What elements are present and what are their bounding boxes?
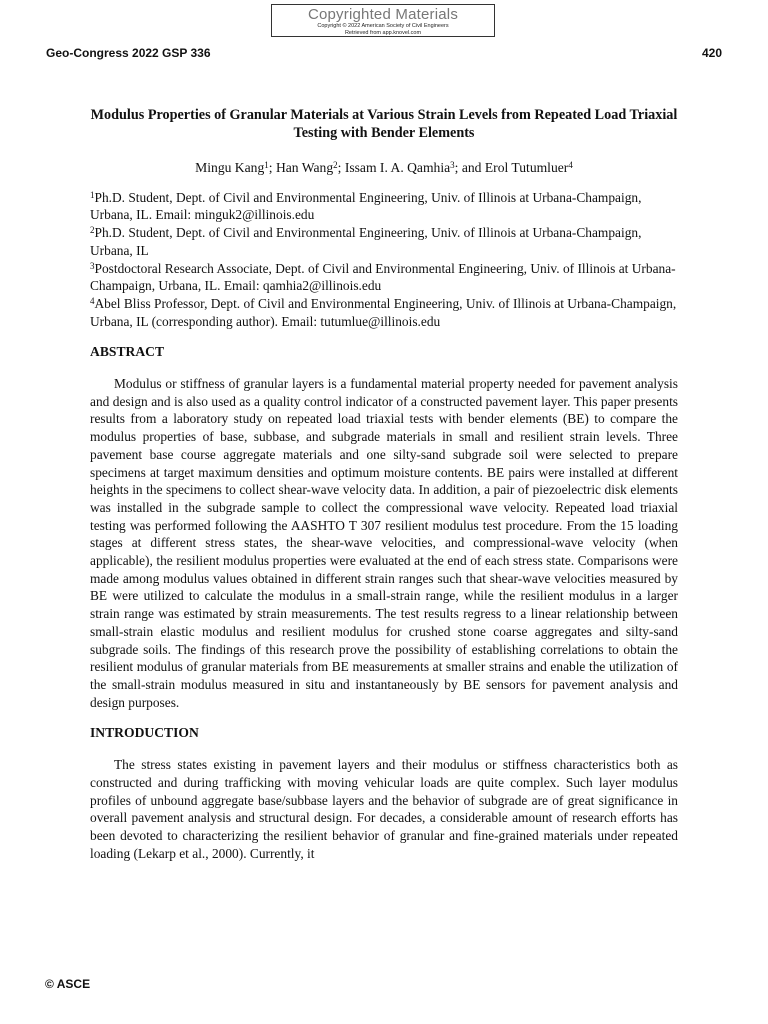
affiliation-list [90,189,678,331]
page-number: 420 [701,46,722,60]
abstract-heading: ABSTRACT [90,344,165,360]
author-name: Han Wang [275,160,334,175]
author-sup: 4 [568,160,573,170]
affiliation [90,224,678,259]
author-sup: 1 [264,160,269,170]
affiliation-sup: 3 [90,260,95,271]
affiliation [90,260,678,295]
affiliation-sup: 2 [90,225,95,236]
author-sup: 3 [450,160,455,170]
author-separator: ; and [454,160,485,175]
affiliation [90,189,678,224]
affiliation-sup: 4 [90,295,95,306]
author-separator: ; [337,160,345,175]
abstract-text: Modulus or stiffness of granular layers is a fundamental material property needed for pavement analysis and design and is also used as a quality control indicator of a constructed pavement layer. This paper presents results from a laboratory study on repeated load triaxial tests with bender elements (BE) to compare the modulus properties of base, subbase, and subgrade materials in small and resilient strain levels. Three pavement base course aggregate materials and one silty-sand subgrade soil were selected to prepare specimens at target maximum densities and optimum moisture contents. BE pairs were installed at different heights in the specimens to collect shear-wave velocity data. In addition, a pair of piezoelectric disk elements was installed in the subgrade sample to collect the compressional wave velocity. Repeated load triaxial testing was performed following the AASHTO T 307 resilient modulus test procedure. From the 15 loading stages at different stress states, the shear-wave velocities, and compressional-wave velocity (when applicable), the resilient modulus properties were evaluated at the end of each stress state. Comparisons were made among modulus values obtained in different strain ranges such that shear-wave velocities measured by BE were utilized to calculate the modulus in a small-strain range, while the resilient modulus in a larger strain range was estimated by strain measurements. The test results regress to a linear relationship between small-strain elastic modulus and resilient modulus for crushed stone coarse aggregates and silty-sand subgrade soils. The findings of this research prove the possibility of establishing correlations to obtain the resilient modulus of granular materials from BE measurements at smaller strains and enable the utilization of the small-strain modulus measured in situ and instantaneously by BE sensors for pavement analysis and design purposes. [90,376,678,710]
author-separator: ; [268,160,276,175]
author-name: Issam I. A. Qamhia [344,160,451,175]
author-list [90,159,678,177]
author-name: Erol Tutumluer [484,160,569,175]
affiliation-text: Postdoctoral Research Associate, Dept. of Civil and Environmental Engineering, Univ. of Illinois at Urbana-Champaign, Urbana, IL. Email: qamhia2@illinois.edu [90,260,676,294]
paper-title: Modulus Properties of Granular Materials at Various Strain Levels from Repeated Load Triaxial Testing with Bender Elements [90,107,678,141]
running-header: Geo-Congress 2022 GSP 336 [46,46,211,60]
copyright-footer: © ASCE [45,977,91,991]
author-name: Mingu Kang [195,160,265,175]
copyright-stamp [271,4,495,37]
introduction-heading: INTRODUCTION [90,725,199,741]
stamp-line-2: Retrieved from app.knovel.com [344,29,422,36]
affiliation [90,295,678,330]
author-sup: 2 [333,160,338,170]
stamp-line-1: Copyright © 2022 American Society of Civil Engineers [317,23,449,29]
affiliation-text: Ph.D. Student, Dept. of Civil and Environmental Engineering, Univ. of Illinois at Urbana-Champaign, Urbana, IL. Email: minguk2@illinois.edu [90,189,642,223]
affiliation-sup: 1 [90,189,95,200]
stamp-title: Copyrighted Materials [307,6,459,23]
introduction-text: The stress states existing in pavement layers and their modulus or stiffness characteristics both as constructed and during trafficking with moving vehicular loads are quite complex. Such layer modulus profiles of unbound aggregate base/subbase layers and the behavior of subgrade are of great significance in overall pavement analysis and structural design. For decades, a considerable amount of research efforts has been devoted to characterizing the resilient behavior of granular and fine-grained materials under repeated loading (Lekarp et al., 2000). Currently, it [90,757,678,861]
affiliation-text: Abel Bliss Professor, Dept. of Civil and Environmental Engineering, Univ. of Illinois at Urbana-Champaign, Urbana, IL (corresponding author). Email: tutumlue@illinois.edu [90,295,677,329]
affiliation-text: Ph.D. Student, Dept. of Civil and Environmental Engineering, Univ. of Illinois at Urbana-Champaign, Urbana, IL [90,225,642,258]
paper-body [90,106,678,862]
